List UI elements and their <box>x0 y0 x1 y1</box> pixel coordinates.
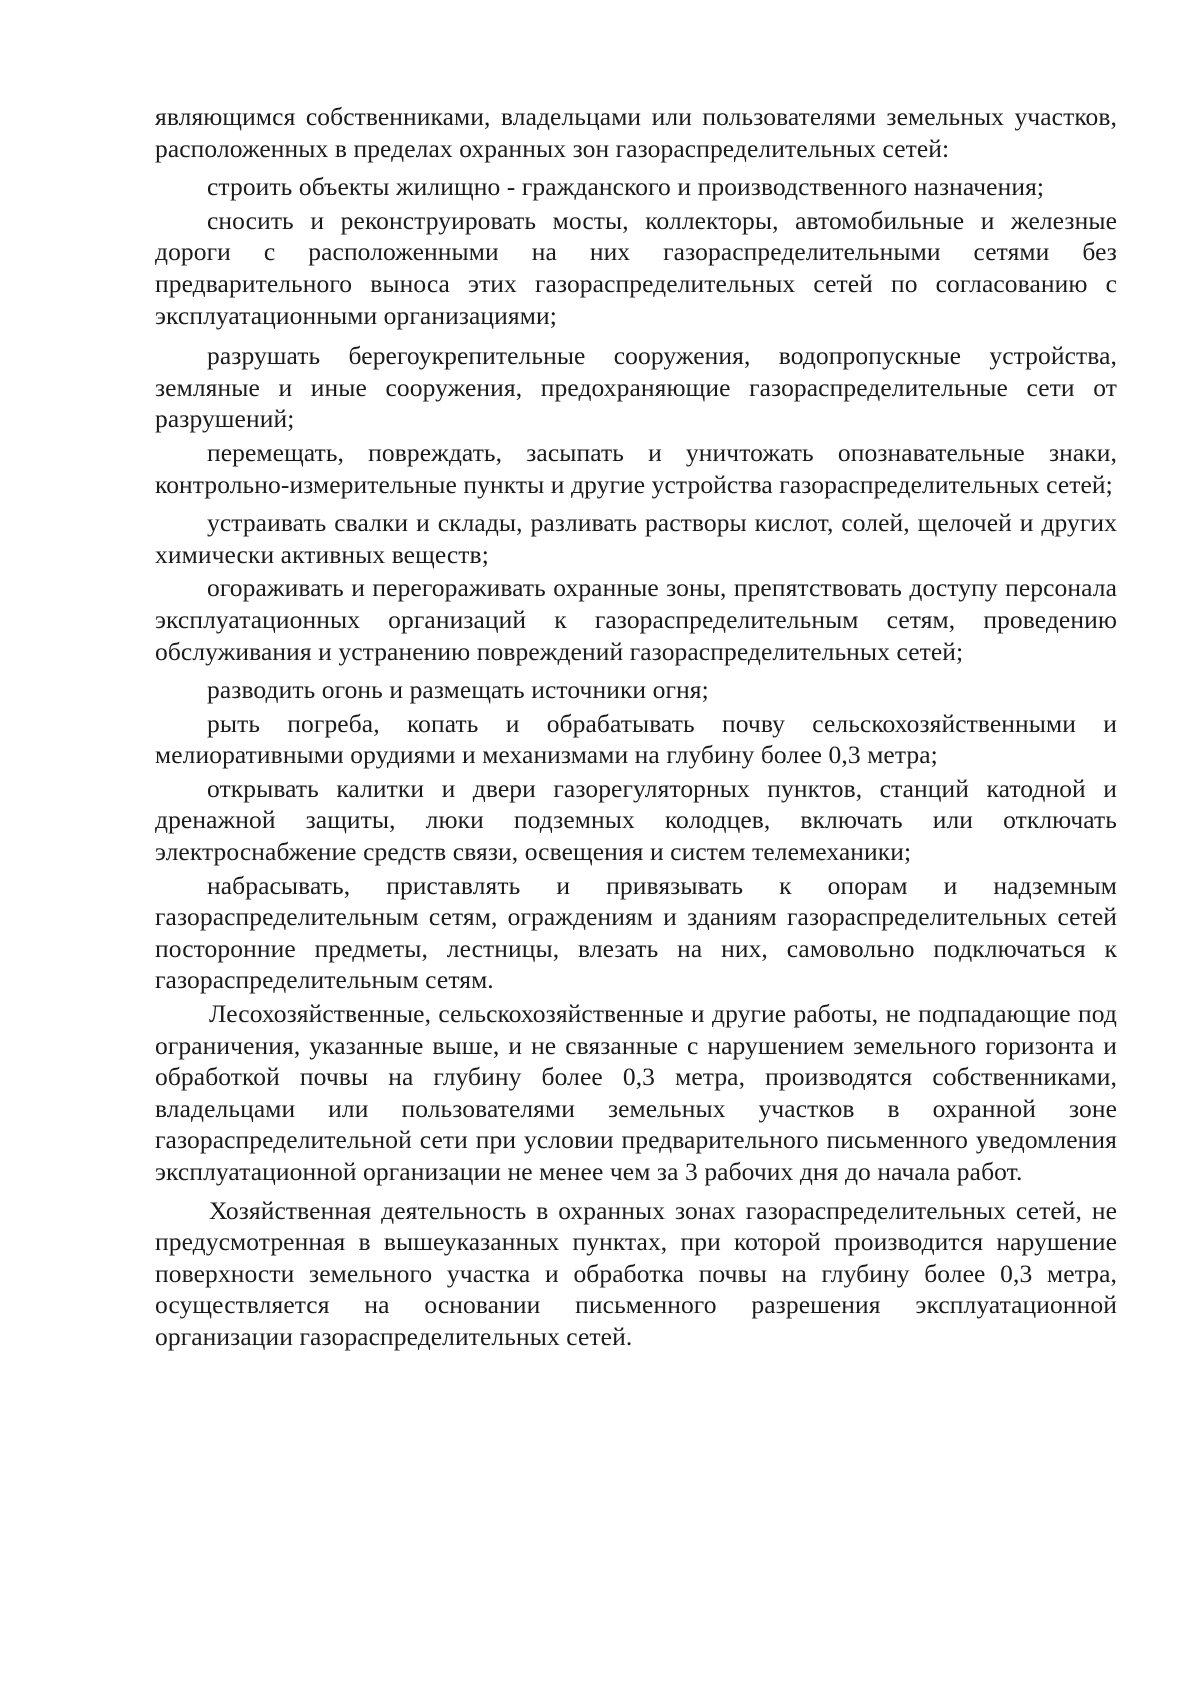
paragraph-demolish-bridges: сносить и реконструировать мосты, коллекторы, автомобильные и железные дороги с расположенными на них газораспределительными сетями без предварительного выноса этих газораспределительных сетей по согласованию с эксплуатационными организациями; <box>155 205 1117 330</box>
paragraph-fire: разводить огонь и размещать источники огня; <box>207 675 709 705</box>
paragraph-economic-activity: Хозяйственная деятельность в охранных зонах газораспределительных сетей, не предусмотренная в вышеуказанных пунктах, при которой производится нарушение поверхности земельного участка и обработка почвы на глубину более 0,3 метра, осуществляется на основании письменного разрешения эксплуатационной организации газораспределительных сетей. <box>155 1195 1117 1351</box>
paragraph-dumps-warehouses: устраивать свалки и склады, разливать растворы кислот, солей, щелочей и других химически активных веществ; <box>155 508 1117 569</box>
paragraph-destroy-structures: разрушать берегоукрепительные сооружения, водопропускные устройства, земляные и иные сооружения, предохраняющие газораспределительные сети от разрушений; <box>155 341 1117 434</box>
paragraph-owners-continuation: являющимся собственниками, владельцами или пользователями земельных участков, расположенных в пределах охранных зон газораспределительных сетей: <box>155 102 1117 163</box>
paragraph-forestry-works: Лесохозяйственные, сельскохозяйственные и другие работы, не подпадающие под ограничения, указанные выше, и не связанные с нарушением земельного горизонта и обработкой почвы на глубину более 0,3 метра, производятся собственниками, владельцами или пользователями земельных участков в охранной зоне газораспределительной сети при условии предварительного письменного уведомления эксплуатационной организации не менее чем за 3 рабочих дня до начала работ. <box>155 999 1117 1186</box>
paragraph-throw-objects: набрасывать, приставлять и привязывать к опорам и надземным газораспределительным сетям, ограждениям и зданиям газораспределительных сетей посторонние предметы, лестницы, влезать на них, самовольно подключаться к газораспределительным сетям. <box>155 870 1117 995</box>
paragraph-open-gates: открывать калитки и двери газорегуляторных пунктов, станций катодной и дренажной защиты, люки подземных колодцев, включать или отключать электроснабжение средств связи, освещения и систем телемеханики; <box>155 773 1117 867</box>
paragraph-fence-zones: огораживать и перегораживать охранные зоны, препятствовать доступу персонала эксплуатационных организаций к газораспределительным сетям, проведению обслуживания и устранению повреждений газораспределительных сетей; <box>155 573 1117 666</box>
document-body <box>155 101 1117 1353</box>
paragraph-build-objects: строить объекты жилищно - гражданского и производственного назначения; <box>207 172 1045 202</box>
paragraph-move-signs: перемещать, повреждать, засыпать и уничтожать опознавательные знаки, контрольно-измерительные пункты и другие устройства газораспределительных сетей; <box>155 437 1117 499</box>
paragraph-dig-cellars: рыть погреба, копать и обрабатывать почву сельскохозяйственными и мелиоративными орудиями и механизмами на глубину более 0,3 метра; <box>155 708 1117 770</box>
